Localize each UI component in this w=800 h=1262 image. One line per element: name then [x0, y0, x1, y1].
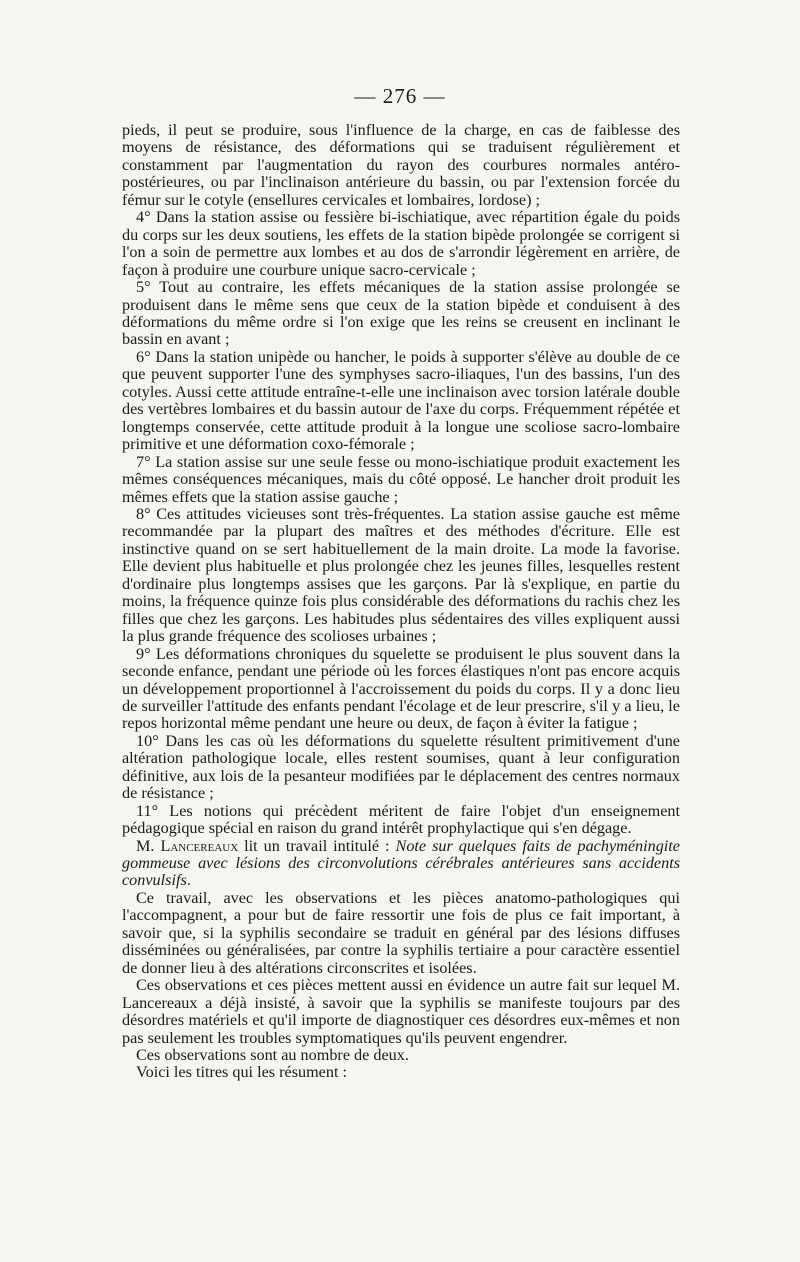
paragraph: Ce travail, avec les observations et les pièces anatomo-pathologiques qui l'accompagnent, a pour but de faire ressortir une fois de plus ce fait important, à savoir que, si la syphilis secondaire se traduit en général par des lésions diffuses disséminées ou généralisées, par contre la syphilis tertiaire a pour caractère essentiel de donner lieu à des altérations circonscrites et isolées.: [122, 888, 680, 977]
paragraph: Voici les titres qui les résument :: [136, 1063, 348, 1082]
paragraph: 10° Dans les cas où les déformations du squelette résultent primitivement d'une altération pathologique locale, elles restent soumises, quant à leur configuration définitive, aux lois de la pesanteur modifiées par le déplacement des centres normaux de résistance ;: [122, 731, 680, 803]
intro-text: lit un travail intitulé :: [238, 836, 396, 855]
end-punctuation: .: [186, 871, 191, 890]
paragraph: 11° Les notions qui précèdent méritent de faire l'objet d'un enseignement pédagogique spécial en raison du grand intérêt prophylactique qui s'en dégage.: [122, 801, 680, 838]
work-title: Note sur quelques faits de pachyméningite gommeuse avec lésions des circonvolutions cérébrales antérieures sans accidents convulsifs: [122, 836, 680, 890]
body-text: [122, 122, 680, 1082]
paragraph: 6° Dans la station unipède ou hancher, le poids à supporter s'élève au double de ce que peuvent supporter l'une des symphyses sacro-iliaques, l'un des bassins, l'un des cotyles. Aussi cette attitude entraîne-t-elle une inclinaison avec torsion latérale double des vertèbres lombaires et du bassin autour de l'axe du corps. Fréquemment répétée et longtemps conservée, cette attitude produit à la longue une scoliose sacro-lombaire primitive et une déformation coxo-fémorale ;: [122, 347, 680, 454]
paragraph: pieds, il peut se produire, sous l'influence de la charge, en cas de faiblesse des moyens de résistance, des déformations qui se traduisent régulièrement et constamment par l'augmentation du rayon des courbures normales antéro-postérieures, ou par l'inclinaison antérieure du bassin, ou par l'extension forcée du fémur sur le cotyle (ensellures cervicales et lombaires, lordose) ;: [122, 121, 680, 209]
author-name: Lancereaux: [160, 836, 239, 855]
lancereaux-paragraph: [122, 838, 680, 890]
paragraph: 4° Dans la station assise ou fessière bi-ischiatique, avec répartition égale du poids du corps sur les deux soutiens, les effets de la station bipède prolongée se corrigent si l'on a soin de permettre aux lombes et au dos de s'arrondir légèrement en arrière, de façon à produire une courbure unique sacro-cervicale ;: [122, 208, 680, 279]
paragraph: Ces observations et ces pièces mettent aussi en évidence un autre fait sur lequel M. Lancereaux a déjà insisté, à savoir que la syphilis se manifeste toujours par des désordres matériels et qu'il importe de diagnostiquer ces désordres eux-mêmes et non pas seulement les troubles symptomatiques qu'ils peuvent engendrer.: [122, 976, 680, 1047]
paragraph: 9° Les déformations chroniques du squelette se produisent le plus souvent dans la seconde enfance, pendant une période où les forces élastiques n'ont pas encore acquis un développement proportionnel à l'accroissement du poids du corps. Il y a donc lieu de surveiller l'attitude des enfants pendant l'écolage et de leur prescrire, s'il y a lieu, le repos horizontal même pendant une heure ou deux, de façon à éviter la fatigue ;: [122, 644, 680, 733]
mr-prefix: M.: [136, 836, 161, 855]
paragraph: 8° Ces attitudes vicieuses sont très-fréquentes. La station assise gauche est même recommandée par la plupart des maîtres et des méthodes d'écriture. Elle est instinctive quand on se sert habituellement de la main droite. La mode la favorise. Elle devient plus habituelle et plus prolongée chez les jeunes filles, lesquelles restent d'ordinaire plus longtemps assises que les garçons. Par là s'explique, en partie du moins, la fréquence quinze fois plus considérable des déformations du rachis chez les filles que chez les garçons. Les habitudes plus sédentaires des villes expliquent aussi la plus grande fréquence des scolioses urbaines ;: [122, 504, 680, 646]
paragraph: 7° La station assise sur une seule fesse ou mono-ischiatique produit exactement les mêmes conséquences mécaniques, mais du côté opposé. Le hancher droit produit les mêmes effets que la station assise gauche ;: [122, 452, 680, 506]
paragraph: 5° Tout au contraire, les effets mécaniques de la station assise prolongée se produisent dans le même sens que ceux de la station bipède et conduisent à des déformations du même ordre si l'on exige que les reins se creusent en inclinant le bassin en avant ;: [122, 278, 680, 349]
paragraph: Ces observations sont au nombre de deux.: [136, 1046, 409, 1065]
page-number: — 276 —: [354, 84, 446, 108]
